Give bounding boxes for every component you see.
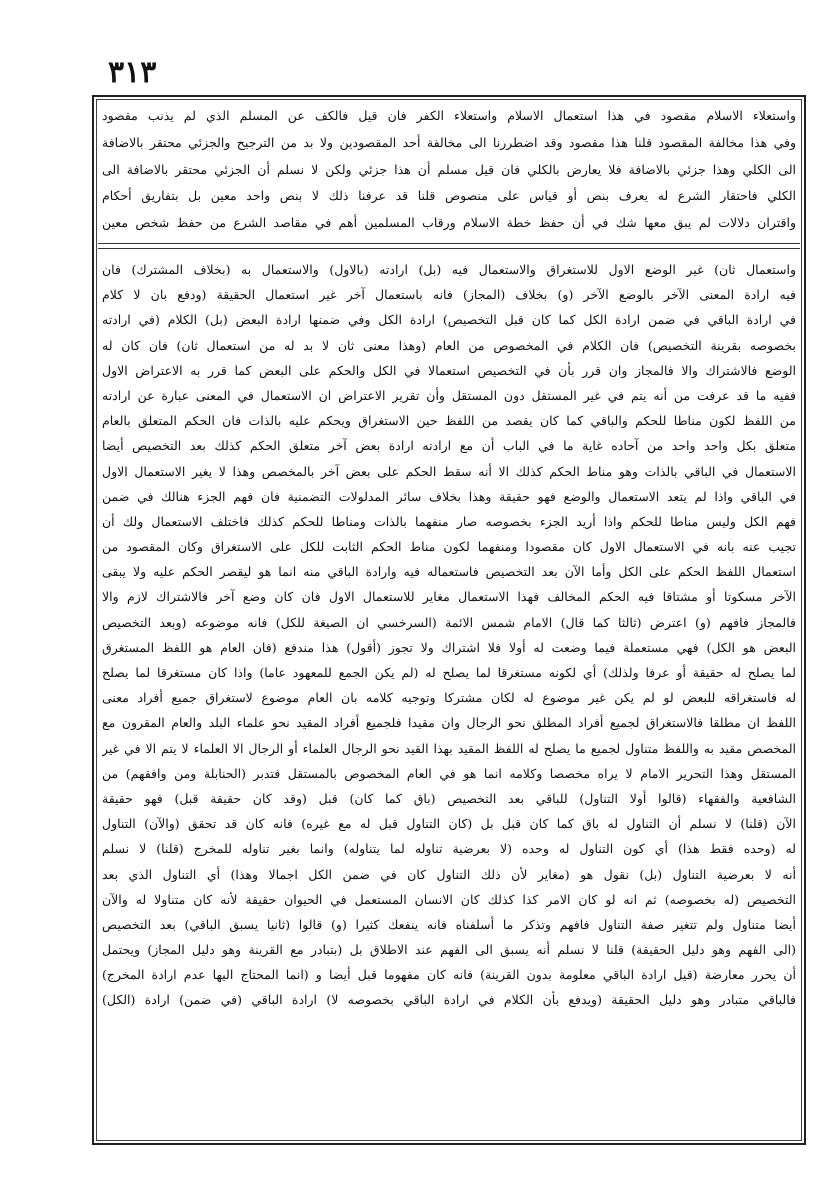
main-text-line: الوضع فالاشتراك والا فالمجاز وان قرر بأن في التخصيص استعمالا في الكل والحكم على البعض كما قرر به الاعتراض الاول xyxy=(102,362,796,378)
main-text-line: لما يصلح له حقيقة أو عرفا ولذلك) أي لكونه مستغرقا لما يصلح له (لم يكن الجمع للمعهود عاما) واذا كان مستغرقا لما يصلح xyxy=(102,665,796,680)
page-number: ٣١٣ xyxy=(108,55,157,90)
main-text-line: له فاستغراقه للبعض لو لم يكن غير موضوع له لكان مشتركا وتوجيه كلامه بان العام موضوع لاستغراق جميع أفراد معنى xyxy=(102,690,796,706)
main-text-line: التخصيص (له بخصوصه) ثم انه لو كان الامر كذا كذلك كان الانسان المستعمل في الحيوان حقيقة لأنه كان متناولا له والآن xyxy=(102,891,796,907)
main-text-line: بخصوصه بقرينة التخصيص) فان الكلام في المخصوص من العام (وهذا معنى ثان لا بد له من استعمال ثان) فان كان له xyxy=(102,337,796,353)
main-text-line: المخصص مقيد به واللفظ متناول لجميع ما يصلح له اللفظ المقيد بهذا القيد نحو الرجال العلماء أو الرجال الا العلماء لا يتم الا في غير xyxy=(102,740,796,756)
main-text-line: اللفظ ان مطلقا فالاستغراق لجميع أفراد المطلق نحو الرجال وان مقيدا فلجميع أفراد المقيد نحو علماء البلد والعام المقرون مع xyxy=(102,715,796,731)
main-text-line: الشافعية والفقهاء (قالوا أولا التناول) للباقي بعد التخصيص (باق كما كان) قبل (وقد كان حقيقة قبل) فهو حقيقة xyxy=(102,790,796,806)
main-text-block xyxy=(102,257,796,1013)
main-text-line: الآن (قلنا) لا نسلم أن التناول له باق كما كان قبل بل (كان التناول قبل له مع غيره) فانه كان قد تحقق (والآن) التناول xyxy=(102,816,796,832)
main-text-line: له (وحده فقط هذا) أي كون التناول له وحده (لا بعرضية تناوله لما يتناوله) وانما بغير تناوله للمخرج (قلنا) لا نسلم xyxy=(102,841,796,857)
main-text-line: فالباقي متبادر وهو دليل الحقيقة (ويدفع بأن الكلام في ارادة الباقي بخصوصه لا) ارادة الباقي (في ضمن) ارادة (الكل) xyxy=(102,992,796,1008)
commentary-line: الكلي فاحتقار الشرع له يعرف بنص أو قياس على منصوص قلنا قد عرفنا ذلك لا بنص واحد معين بل بتفاريق أحكام xyxy=(102,188,796,204)
main-text-line: في ارادة الباقي في ضمن ارادة الكل كما كان قبل التخصيص) ارادة الكل وفي ضمنها ارادة البعض (بل) الكلام (في ارادته xyxy=(102,312,796,328)
main-text-line: من اللفظ لكون مناطا للحكم والباقي كما كان يقصد من اللفظ حين الاستغراق ويحكم عليه بالذات فان الحكم المتعلق بالعام xyxy=(102,413,796,429)
page-frame xyxy=(92,95,806,1145)
commentary-line: واستعلاء الاسلام مقصود في هذا استعمال الاسلام واستعلاء الكفر فان قيل فالكف عن المسلم الذي لم يذنب مقصود xyxy=(102,108,796,123)
main-text-line: (الى الفهم وهو دليل الحقيقة) قلنا لا نسلم أنه يسبق الى الفهم عند الاطلاق بل (بتبادر مع القرينة وهو دليل المجاز) ويحتمل xyxy=(102,942,796,958)
main-text-line: الاستعمال في الباقي بالذات وهو مناط الحكم كذلك الا أنه سقط الحكم على بعض آخر بالمخصص وهذا لا يغير الاستعمال الاول xyxy=(102,463,796,479)
commentary-block xyxy=(102,103,796,237)
commentary-line: وفي هذا مخالفة المقصود قلنا هذا مقصود وقد اضطررنا الى مخالفة أحد المقصودين ولا بد من الترجيح والجزئي محتقر بالاضافة xyxy=(102,134,796,150)
main-text-line: البعض هو الكل) فهي مستعملة فيما وضعت له أولا فلا اشتراك ولا تجوز (أقول) هذا مندفع (فان العام هو اللفظ المستغرق xyxy=(102,639,796,655)
section-divider xyxy=(98,243,800,249)
main-text-line: فيه ارادة المعنى الآخر بالوضع الآخر (و) بخلاف (المجاز) فانه باستعمال آخر غير استعمال الحقيقة (ودفع بان لا كلام xyxy=(102,287,796,303)
main-text-line: الآخر مسكوتا أو مشتاقا فيه الحكم المخالف فهذا الاستعمال مغاير للاستعمال الاول فان كان وضع آخر فالاشتراك لازم والا xyxy=(102,589,796,605)
main-text-line: المستقل وهذا التحرير الامام لا يراه مخصصا وكلامه انما هو في العام المخصوص بالمستقل فتدبر (الحنابلة ومن وافقهم) من xyxy=(102,765,796,781)
main-text-line: فالمجاز فافهم (و) اعترض (ثالثا كما قال) الامام شمس الائمة (السرخسي ان الصيغة للكل) فانه موضوعه (وبعد التخصيص xyxy=(102,614,796,630)
main-text-line: استعمال اللفظ الحكم على الكل وأما الآن بعد التخصيص فاستعماله فيه وارادة الباقي منه انما هو ليقصر الحكم عليه ولا يبقى xyxy=(102,564,796,580)
main-text-line: في الباقي واذا لم يتعد الاستعمال والوضع فهو حقيقة وهذا بخلاف سائر المدلولات التضمنية فان فهم الجزء هنالك في ضمن xyxy=(102,488,796,504)
main-text-line: واستعمال ثان) غير الوضع الاول للاستغراق والاستعمال فيه (بل) ارادته (بالاول) والاستعمال به (بخلاف المشترك) فان xyxy=(102,262,796,277)
main-text-line: تجيب عنه بانه في الاستعمال الاول كان مقصودا ومنفهما لكون مناط الحكم الثابت للكل على الاستغراق وكان المقصود من xyxy=(102,539,796,555)
main-text-line: ففيه ما قد عرفت من أنه يتم في غير المستقل دون المستقل وأن تقرير الاعتراض ان الاستعمال في المعنى عبارة عن ارادته xyxy=(102,387,796,403)
main-text-line: أنه لا بعرضية التناول (بل) نقول هو (مغاير لأن ذلك التناول كان في ضمن الكل اجمالا وهذا) أي التناول الذي بعد xyxy=(102,866,796,882)
main-text-line: أيضا متناول ولم تتغير صفة التناول فافهم وتذكر ما أسلفناه فانه ينفعك كثيرا (و) قالوا (ثانيا يسبق الباقي) بعد التخصيص xyxy=(102,916,796,932)
commentary-line: واقتران دلالات لم يبق معها شك في أن حفظ خطة الاسلام ورقاب المسلمين أهم في مقاصد الشرع من حفظ شخص معين xyxy=(102,215,796,231)
main-text-line: متعلق بكل واحد واحد من آحاده غاية ما في الباب أن مع ارادته ارادة بعض آخر متعلق الحكم كذلك بعد التخصيص أيضا xyxy=(102,438,796,454)
main-text-line: أن يحرر معارضة (قيل ارادة الباقي معلومة بدون القرينة) فانه كان مفهوما قبل أيضا و (انما المحتاج اليها عدم ارادة المخرج) xyxy=(102,967,796,983)
commentary-line: الى الكلي وهذا جزئي بالاضافة فلا يعارض بالكلي فان قيل مسلم أن هذا جزئي ولكن لا نسلم أن الجزئي محتقر بالاضافة الى xyxy=(102,161,796,177)
main-text-line: فهم الكل وليس مناطا للحكم واذا أريد الجزء بخصوصه صار منفهما بالذات ومناطا للحكم كذلك فاختلف الاستعمال ولك أن xyxy=(102,513,796,529)
